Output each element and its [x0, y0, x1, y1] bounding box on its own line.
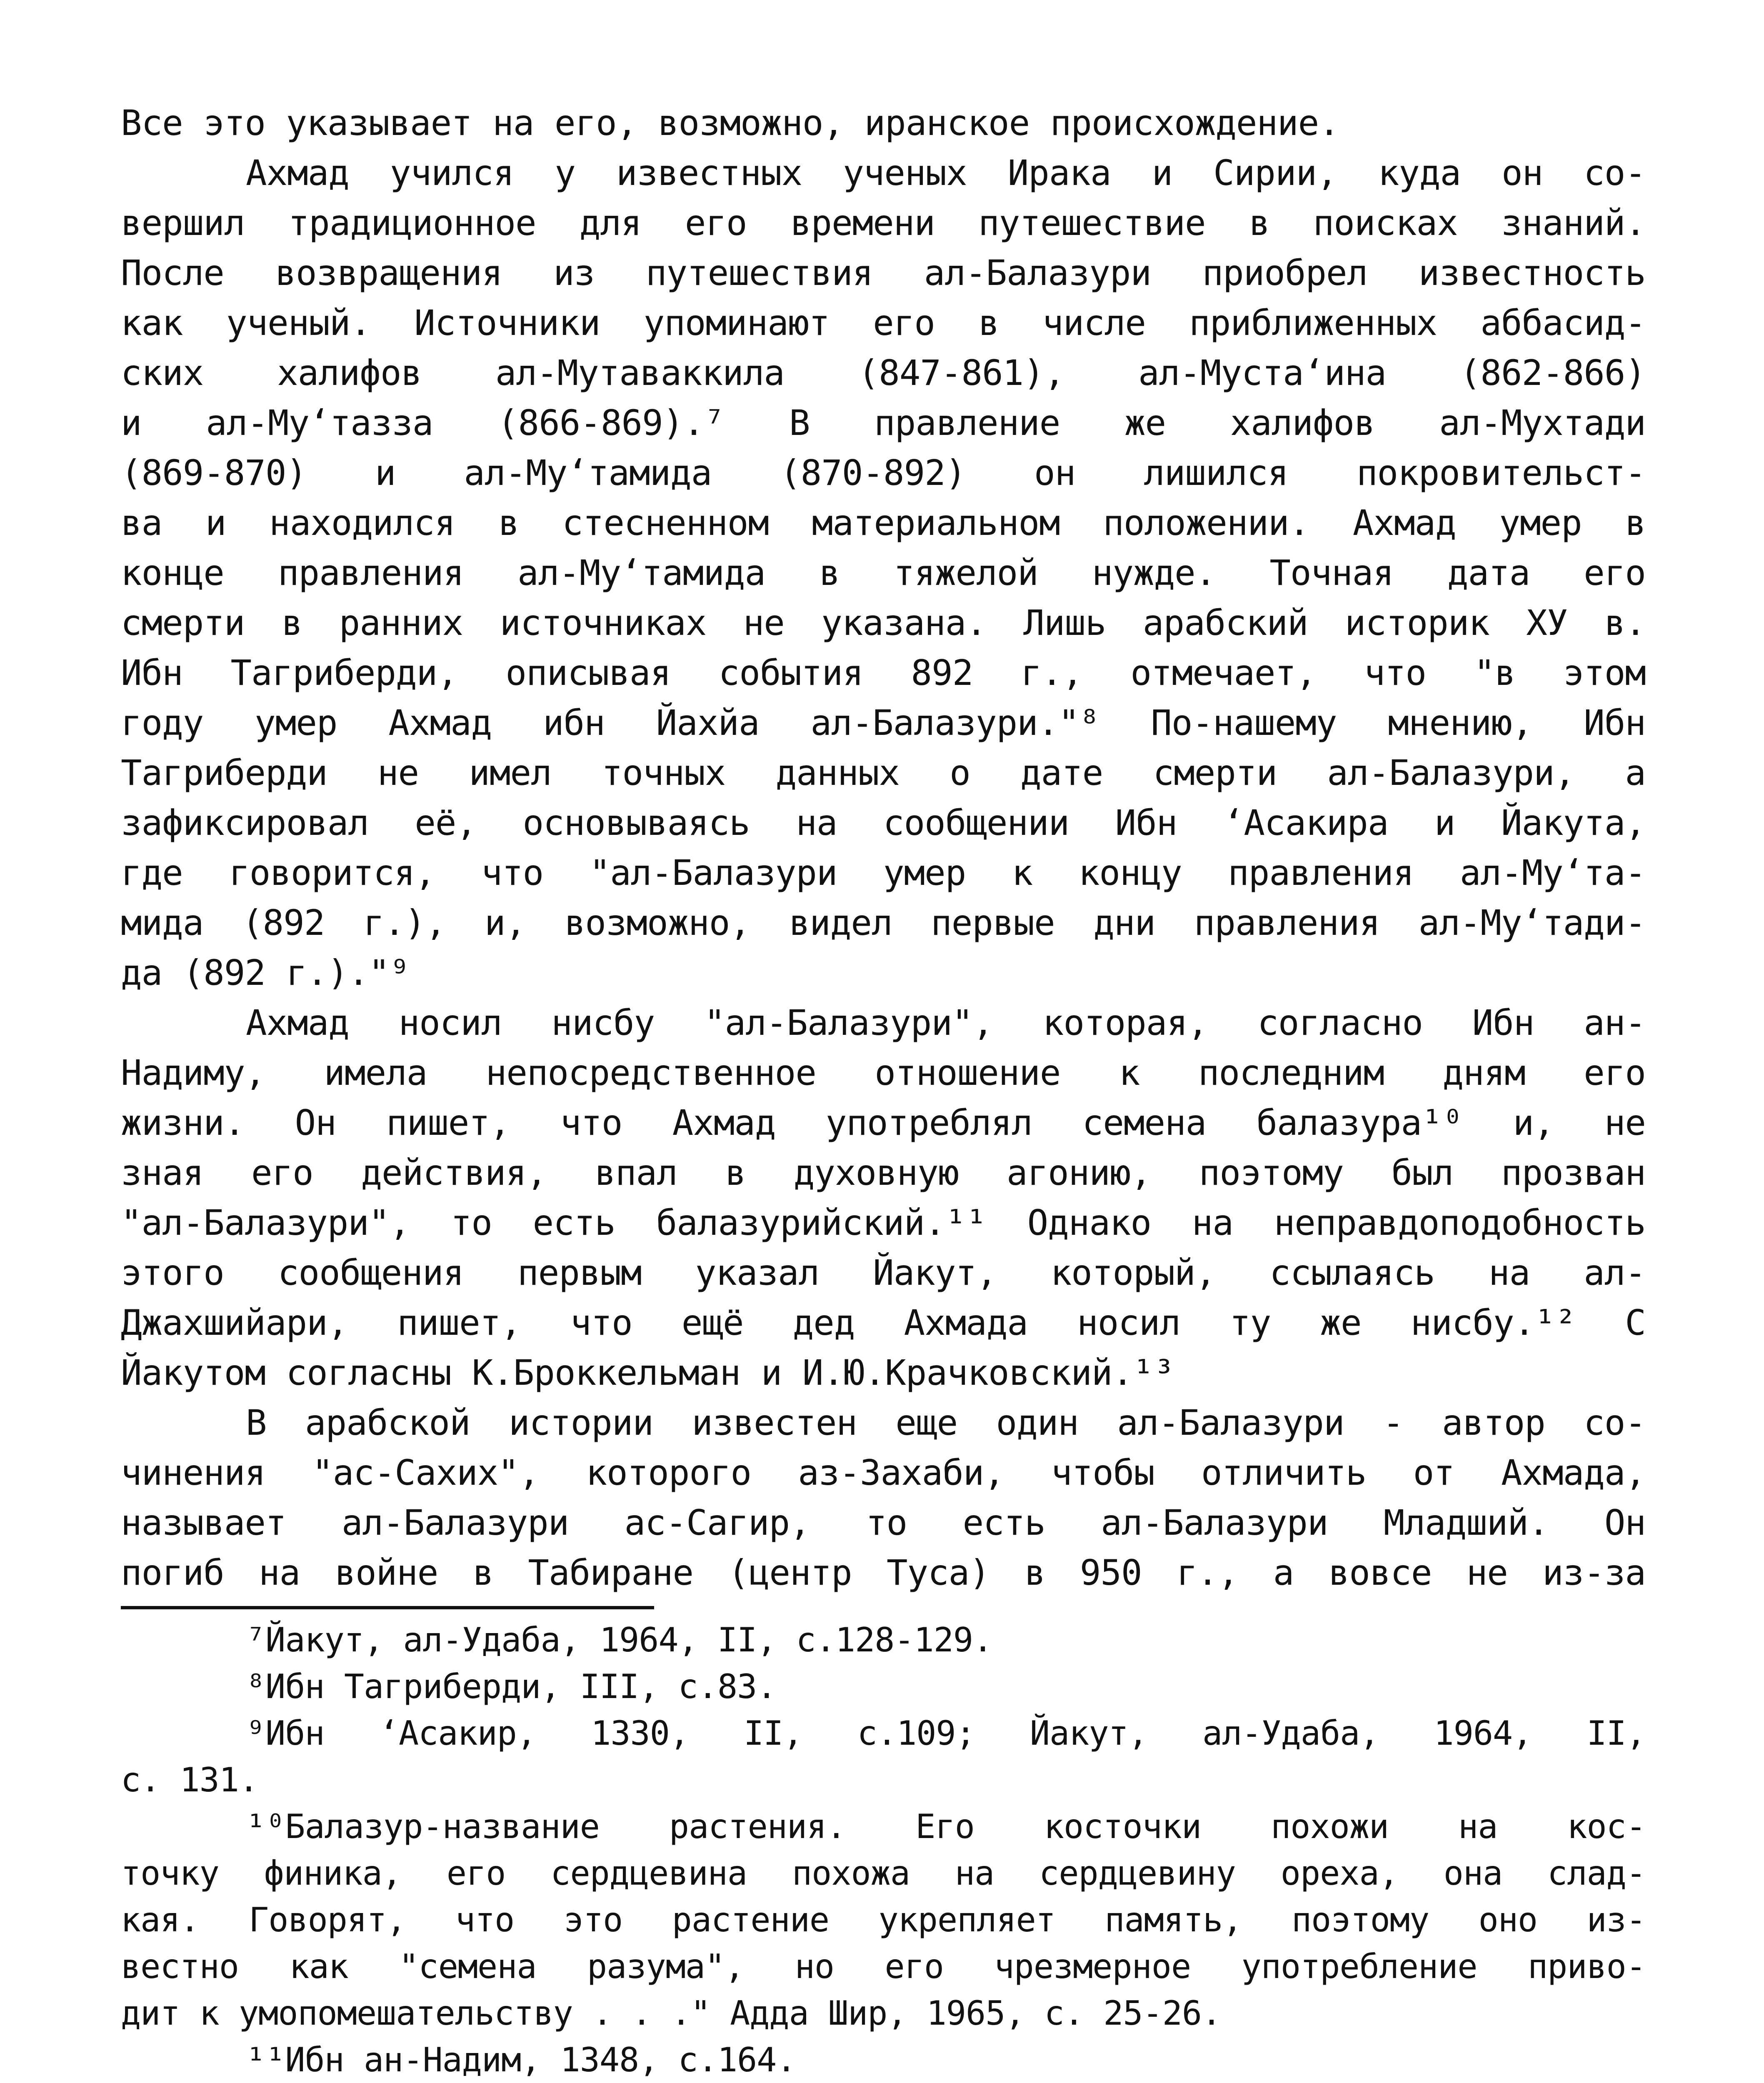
footnote-divider [121, 1606, 654, 1609]
text-line: Все это указывает на его, возможно, иранское происхождение. [121, 102, 1339, 143]
text-line: погиб на войне в Табиране (центр Туса) в 950 г., а вовсе не из-за [121, 1552, 1646, 1593]
footnote-line: дит к умопомешательству . . ." Адда Шир, 1965, с. 25-26. [121, 1994, 1222, 2033]
footnote-line: вестно как "семена разума", но его чрезмерное употребление приво- [121, 1947, 1646, 1986]
text-line: После возвращения из путешествия ал-Балазури приобрел известность [121, 252, 1646, 293]
text-line: зная его действия, впал в духовную агонию, поэтому был прозван [121, 1152, 1646, 1193]
text-line: Тагриберди не имел точных данных о дате смерти ал-Балазури, а [121, 752, 1646, 793]
text-line: да (892 г.)."⁹ [121, 952, 410, 993]
footnote-line: с. 131. [121, 1761, 259, 1799]
text-line: чинения "ас-Сахих", которого аз-Захаби, чтобы отличить от Ахмада, [121, 1452, 1646, 1493]
text-line: Ибн Тагриберди, описывая события 892 г., отмечает, что "в этом [121, 652, 1646, 693]
text-line: как ученый. Источники упоминают его в числе приближенных аббасид- [121, 302, 1646, 343]
text-line: ва и находился в стесненном материальном положении. Ахмад умер в [121, 502, 1646, 543]
text-line: ских халифов ал-Мутаваккила (847-861), ал-Муста‘ина (862-866) [121, 352, 1646, 393]
text-line: "ал-Балазури", то есть балазурийский.¹¹ Однако на неправдоподобность [121, 1202, 1646, 1243]
main-text [121, 98, 1646, 1598]
text-line: конце правления ал-Му‘тамида в тяжелой нужде. Точная дата его [121, 552, 1646, 593]
footnote-line: точку финика, его сердцевина похожа на сердцевину ореха, она слад- [121, 1854, 1646, 1893]
text-line: вершил традиционное для его времени путешествие в поисках знаний. [121, 202, 1646, 243]
text-line: В арабской истории известен еще один ал-Балазури - автор со- [246, 1402, 1646, 1443]
text-line: Надиму, имела непосредственное отношение к последним дням его [121, 1052, 1646, 1093]
text-line: называет ал-Балазури ас-Сагир, то есть ал-Балазури Младший. Он [121, 1502, 1646, 1543]
text-line: смерти в ранних источниках не указана. Лишь арабский историк ХУ в. [121, 602, 1646, 643]
footnote-line: ⁸Ибн Тагриберди, III, с.83. [246, 1667, 777, 1706]
text-line: жизни. Он пишет, что Ахмад употреблял семена балазура¹⁰ и, не [121, 1102, 1646, 1143]
text-line: Ахмад носил нисбу "ал-Балазури", которая, согласно Ибн ан- [246, 1002, 1646, 1043]
text-line: этого сообщения первым указал Йакут, который, ссылаясь на ал- [121, 1252, 1646, 1293]
footnote-line: ¹⁰Балазур-название растения. Его косточки похожи на кос- [246, 1807, 1646, 1846]
text-line: году умер Ахмад ибн Йахйа ал-Балазури."⁸ По-нашему мнению, Ибн [121, 702, 1646, 743]
footnote-line: кая. Говорят, что это растение укрепляет память, поэтому оно из- [121, 1901, 1646, 1939]
text-line: Ахмад учился у известных ученых Ирака и Сирии, куда он со- [246, 152, 1646, 193]
text-line: и ал-Му‘тазза (866-869).⁷ В правление же халифов ал-Мухтади [121, 402, 1646, 443]
text-line: Йакутом согласны К.Броккельман и И.Ю.Крачковский.¹³ [121, 1352, 1174, 1393]
text-line: мида (892 г.), и, возможно, видел первые дни правления ал-Му‘тади- [121, 902, 1646, 943]
footnote-line: ⁹Ибн ‘Асакир, 1330, II, с.109; Йакут, ал-Удаба, 1964, II, [246, 1714, 1646, 1753]
footnote-line: ¹¹Ибн ан-Надим, 1348, с.164. [246, 2041, 796, 2079]
text-line: Джахшийари, пишет, что ещё дед Ахмада носил ту же нисбу.¹² С [121, 1302, 1646, 1343]
text-line: (869-870) и ал-Му‘тамида (870-892) он лишился покровительст- [121, 452, 1646, 493]
text-line: где говорится, что "ал-Балазури умер к концу правления ал-Му‘та- [121, 852, 1646, 893]
footnote-line: ⁷Йакут, ал-Удаба, 1964, II, с.128-129. [246, 1621, 993, 1659]
page [121, 98, 1646, 2083]
footnotes [121, 1617, 1646, 2083]
text-line: зафиксировал её, основываясь на сообщении Ибн ‘Асакира и Йакута, [121, 802, 1646, 843]
